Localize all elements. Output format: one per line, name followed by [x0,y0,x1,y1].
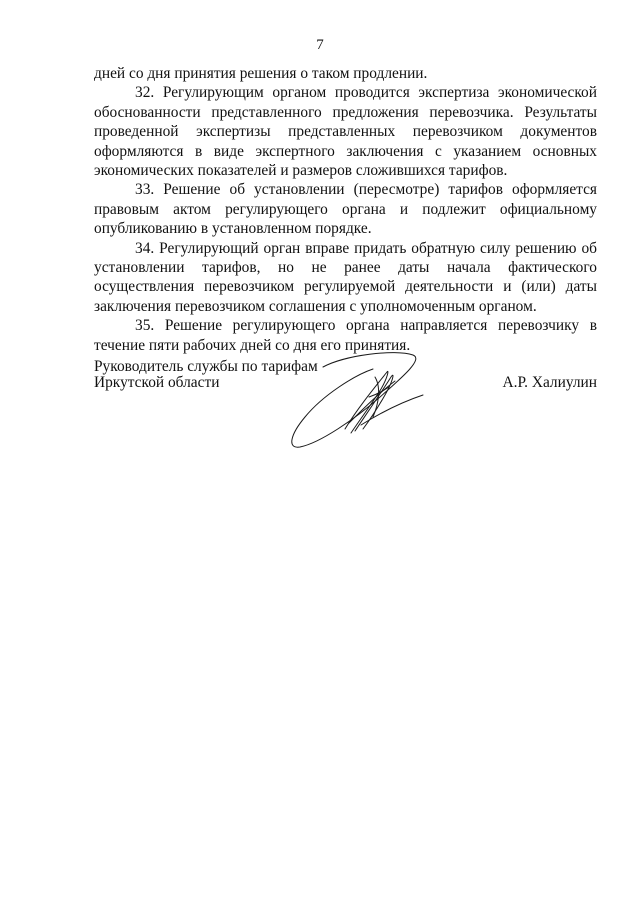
handwritten-signature [285,347,425,452]
paragraph-32: 32. Регулирующим органом проводится экспертиза экономической обоснованности представленного предложения перевозчика. Результаты проведенной экспертизы представленных перевозчиком документов оформляются в виде экспертного заключения с указанием основных экономических показателей и размеров сложившихся тарифов. [94,84,597,180]
document-body [94,64,597,355]
signatory-name: А.Р. Халиулин [502,373,597,391]
paragraph-continuation: дней со дня принятия решения о таком продлении. [94,65,428,82]
page-number: 7 [316,37,324,53]
paragraph-33: 33. Решение об установлении (пересмотре) тарифов оформляется правовым актом регулирующего органа и подлежит официальному опубликованию в установленном порядке. [94,181,597,238]
paragraph-35: 35. Решение регулирующего органа направляется перевозчику в течение пяти рабочих дней со дня его принятия. [94,317,597,354]
paragraph-34: 34. Регулирующий орган вправе придать обратную силу решению об установлении тарифов, но не ранее даты начала фактического осуществления перевозчиком регулируемой деятельности и (или) даты заключения перевозчиком соглашения с уполномоченным органом. [94,239,597,315]
signatory-position-line-1: Руководитель службы по тарифам [94,358,318,375]
signatory-position-line-2: Иркутской области [94,373,220,391]
